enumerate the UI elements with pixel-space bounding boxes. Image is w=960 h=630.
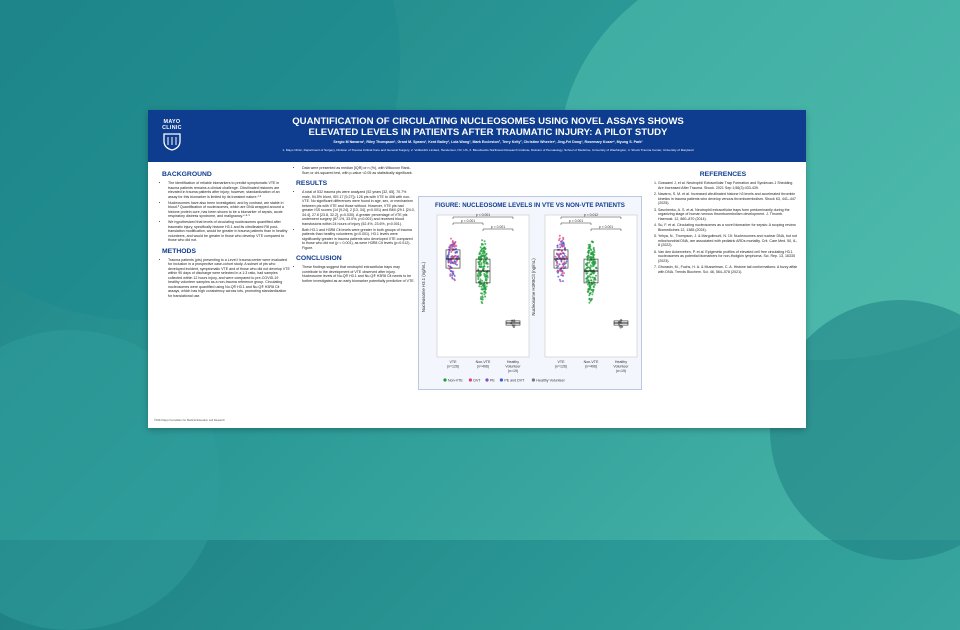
- data-point: [452, 240, 454, 242]
- data-point: [560, 241, 562, 243]
- data-point: [587, 255, 589, 257]
- data-point: [592, 291, 594, 293]
- category-label: Non-VTE: [475, 360, 491, 364]
- p-value-label: p < 0.001: [598, 225, 614, 229]
- data-point: [483, 261, 485, 263]
- data-point: [588, 294, 590, 296]
- shield-icon: [162, 133, 182, 151]
- results-heading: RESULTS: [296, 180, 328, 187]
- data-point: [485, 279, 487, 281]
- data-point: [484, 290, 486, 292]
- data-point: [481, 243, 483, 245]
- data-point: [477, 269, 479, 271]
- methods-list: [162, 258, 290, 299]
- data-point: [588, 250, 590, 252]
- data-point: [594, 261, 596, 263]
- data-point: [449, 246, 451, 248]
- p-value-label: p = 0.012: [583, 213, 599, 217]
- mayo-clinic-logo: MAYO CLINIC: [156, 119, 188, 156]
- category-label: (n=406): [584, 364, 598, 369]
- data-point: [484, 285, 486, 287]
- data-point: [592, 256, 594, 258]
- data-point: [448, 252, 450, 254]
- legend-label: Healthy Volunteer: [536, 378, 565, 383]
- data-point: [562, 256, 564, 258]
- column-right: [648, 166, 798, 276]
- figure-panel: [418, 196, 642, 390]
- data-point: [481, 280, 483, 282]
- data-point: [586, 278, 588, 280]
- list-item: 1. Goswami J, et al. Neutrophil Extracellular Trap Formation and Syndecan-1 Shedding Are Increased After Trauma. Shock. 2021 Sep 1;56(3):433-439.: [658, 181, 798, 190]
- category-label: Healthy: [614, 360, 628, 364]
- data-point: [589, 282, 591, 284]
- data-point: [562, 280, 564, 282]
- list-item: 5. Yehya, N., Thompson, J. & Margulimurti, N. 15: Nucleosomes and nuclear DNA, but not mitochondrial DNA, are associated with pediatric ARDs mortality. Crit. Care Med. 50, 8–8 (2022).: [658, 234, 798, 248]
- data-point: [587, 258, 589, 260]
- data-point: [590, 256, 592, 258]
- data-point: [562, 275, 564, 277]
- data-point: [555, 256, 557, 258]
- data-point: [590, 252, 592, 254]
- data-point: [479, 266, 481, 268]
- data-point: [484, 240, 486, 242]
- poster-title: QUANTIFICATION OF CIRCULATING NUCLEOSOMES USING NOVEL ASSAYS SHOWS ELEVATED LEVELS IN PATIENTS AFTER TRAUMATIC INJURY: A PILOT STUDY: [292, 116, 684, 138]
- figure-title: FIGURE: NUCLEOSOME LEVELS IN VTE VS NON-VTE PATIENTS: [435, 202, 625, 209]
- data-point: [589, 284, 591, 286]
- data-point: [477, 275, 479, 277]
- data-point: [451, 276, 453, 278]
- list-item: • These findings suggest that neutrophil extracellular traps may contribute to the development of VTE observed after injury. Nucleosome levels of Nu.Q® H3.1 and Nu.Q® H3R8 Cit needs to be further investigated as an early biomarker potentially predictive of VTE.: [302, 265, 416, 283]
- data-point: [450, 262, 452, 264]
- data-point: [454, 260, 456, 262]
- poster-header: [148, 110, 806, 162]
- data-point: [560, 270, 562, 272]
- data-point: [486, 275, 488, 277]
- data-point: [621, 326, 623, 328]
- data-point: [480, 278, 482, 280]
- data-point: [486, 286, 488, 288]
- data-point: [588, 246, 590, 248]
- legend-swatch: [500, 378, 503, 381]
- data-point: [559, 279, 561, 281]
- category-label: VTE: [449, 360, 457, 364]
- category-label: VTE: [557, 360, 565, 364]
- column-left: [162, 166, 290, 300]
- data-point: [562, 238, 564, 240]
- data-point: [451, 274, 453, 276]
- references-list: [648, 181, 798, 274]
- data-point: [566, 256, 568, 258]
- data-point: [589, 298, 591, 300]
- data-point: [483, 268, 485, 270]
- data-point: [587, 275, 589, 277]
- category-label: Healthy: [506, 360, 520, 364]
- data-point: [485, 262, 487, 264]
- list-item: • Nucleosomes have also been investigated, and by contrast, are stable in blood.³ Quantification of nucleosomes, which are DNA wrapped around a histone protein core, has been shown to be a biomarker of sepsis, acute respiratory distress syndrome, and malignancy.⁴·⁵·⁶: [168, 201, 290, 219]
- data-point: [562, 244, 564, 246]
- data-point: [566, 260, 568, 262]
- data-point: [559, 235, 561, 237]
- data-point: [450, 251, 452, 253]
- data-point: [481, 288, 483, 290]
- category-label: (n=19): [615, 369, 627, 373]
- data-point: [449, 275, 451, 277]
- p-value-label: p < 0.001: [568, 219, 584, 223]
- data-point: [595, 275, 597, 277]
- data-point: [589, 274, 591, 276]
- data-point: [479, 263, 481, 265]
- data-point: [478, 281, 480, 283]
- poster-affiliations: 1. Mayo Clinic, Department of Surgery, Division of Trauma Critical Care and General Surgery, 2. VolitionRx Limited, Henderson, NV, US, 3. Bloodworks Northwest Research Institute, Division of Hematology, School of Medicine, University of Washington, 4. Shock Trauma Center, University of Maryland: [282, 148, 694, 152]
- data-point: [557, 245, 559, 247]
- p-value-label: p < 0.001: [460, 219, 476, 223]
- panel1-ylabel: Nucleosome H3.1 (ng/mL): [421, 261, 426, 313]
- background-heading: BACKGROUND: [162, 171, 212, 178]
- p-value-label: p < 0.001: [475, 213, 491, 217]
- data-point: [487, 266, 489, 268]
- data-point: [563, 263, 565, 265]
- data-point: [452, 262, 454, 264]
- data-point: [592, 272, 594, 274]
- data-point: [557, 253, 559, 255]
- data-point: [454, 279, 456, 281]
- figure-plot: [419, 197, 641, 389]
- list-item: 6. Van den Ackerveken, P. et al. Epigenetic profiles of elevated cell free circulating H3.1 nucleosomes as potential biomarkers for non-Hodgkin lymphoma. Sci. Rep. 13, 16335 (2023).: [658, 250, 798, 264]
- data-point: [558, 254, 560, 256]
- data-point: [480, 250, 482, 252]
- data-point: [450, 238, 452, 240]
- list-item: 7. Ghorasin, M., Fuchs, H. A. & Musselman, C. A. Histone tail conformations: A fuzzy affair with DNA. Trends Biochem. Sci. 46, 564–578 (2021).: [658, 265, 798, 274]
- data-point: [481, 293, 483, 295]
- data-point: [484, 296, 486, 298]
- research-poster: [148, 110, 806, 428]
- data-point: [482, 295, 484, 297]
- data-point: [448, 265, 450, 267]
- data-point: [484, 254, 486, 256]
- data-point: [449, 268, 451, 270]
- data-point: [588, 262, 590, 264]
- legend-label: PE and DVT: [504, 378, 525, 383]
- data-point: [590, 279, 592, 281]
- data-point: [484, 256, 486, 258]
- legend-swatch: [443, 378, 446, 381]
- data-point: [561, 272, 563, 274]
- data-point: [485, 260, 487, 262]
- data-point: [561, 252, 563, 254]
- panel2-ylabel: Nucleosome H3R8Cit (ng/mL): [531, 258, 536, 316]
- data-point: [564, 248, 566, 250]
- list-item: • The identification of reliable biomarkers to predict symptomatic VTE in trauma patients remains a clinical challenge. Citrullinated histones are elevated in trauma patients after injury; however, standardization of an assay for this biomarker is limited by its transient nature.¹·²: [168, 181, 290, 199]
- stats-list: [296, 166, 416, 175]
- data-point: [595, 267, 597, 269]
- data-point: [486, 253, 488, 255]
- data-point: [592, 264, 594, 266]
- legend-label: PE: [490, 378, 495, 383]
- data-point: [453, 243, 455, 245]
- data-point: [456, 252, 458, 254]
- data-point: [559, 238, 561, 240]
- category-label: (n=126): [554, 364, 568, 369]
- legend-swatch: [532, 378, 535, 381]
- data-point: [590, 300, 592, 302]
- data-point: [447, 256, 449, 258]
- data-point: [447, 259, 449, 261]
- list-item: 2. Navarro, S. M. et al. Increased citrullinated histone h3 levels and accelerated thrombin kinetics in trauma patients who develop venous thromboembolism. Shock 63, 441–447 (2025).: [658, 192, 798, 206]
- data-point: [559, 246, 561, 248]
- data-point: [455, 255, 457, 257]
- data-point: [451, 270, 453, 272]
- data-point: [478, 258, 480, 260]
- poster-footer: ©2024 Mayo Foundation for Medical Education and Research: [154, 419, 225, 422]
- data-point: [563, 272, 565, 274]
- data-point: [586, 264, 588, 266]
- data-point: [454, 262, 456, 264]
- list-item: • Data were presented as median [IQR] or n (%), with Wilcoxon Rank-Sum or chi-squared test, with p-value <0.05 as statistically significant.: [302, 166, 416, 175]
- data-point: [482, 299, 484, 301]
- data-point: [477, 278, 479, 280]
- data-point: [559, 263, 561, 265]
- legend-label: DVT: [473, 378, 481, 383]
- legend-swatch: [469, 378, 472, 381]
- data-point: [482, 252, 484, 254]
- category-label: (n=126): [446, 364, 460, 369]
- data-point: [586, 280, 588, 282]
- data-point: [562, 242, 564, 244]
- data-point: [586, 267, 588, 269]
- data-point: [480, 264, 482, 266]
- category-label: Volunteer: [505, 364, 521, 369]
- list-item: • A total of 532 trauma pts were analyzed (52 years [32, 65], 70.7% male, 94.5% blunt, ISS 17 [9,27]): 126 pts with VTE to 406 with non-VTE. No significant differences were found in age, sex, or mechanism between pts with VTE and those without. However, VTE pts had greater ISS scores (14 [9,24], 2 [13, 34], p<0.001) and BMI (29.1 [24.0, 34.4], 27.6 [23.8, 32.2], p=0.030). A greater percentage of VTE pts underwent surgery (87.1%, 33.0%, p<0.001) and received blood transfusions within 24 hours of injury (52.4%, 23.6%, p<0.001).: [302, 190, 416, 226]
- list-item: 3. Savchenko, A. S. et al. Neutrophil extracellular traps form predominantly during the organizing stage of human venous thromboembolism development. J. Thromb. Haemost. 12, 860–870 (2014).: [658, 208, 798, 222]
- data-point: [593, 289, 595, 291]
- data-point: [591, 262, 593, 264]
- category-label: Volunteer: [613, 364, 629, 369]
- data-point: [593, 286, 595, 288]
- results-list: [296, 190, 416, 250]
- data-point: [449, 244, 451, 246]
- data-point: [483, 263, 485, 265]
- data-point: [589, 293, 591, 295]
- data-point: [557, 263, 559, 265]
- data-point: [558, 256, 560, 258]
- data-point: [481, 239, 483, 241]
- list-item: 4. Su, F. et al. Circulating nucleosomes as a novel biomarker for sepsis: A scoping review. Biomedicines 12, 1385 (2024).: [658, 223, 798, 232]
- category-label: Non-VTE: [583, 360, 599, 364]
- data-point: [449, 273, 451, 275]
- data-point: [590, 289, 592, 291]
- data-point: [591, 293, 593, 295]
- methods-heading: METHODS: [162, 247, 196, 255]
- column-middle: [296, 166, 416, 285]
- data-point: [482, 285, 484, 287]
- data-point: [481, 301, 483, 303]
- data-point: [482, 255, 484, 257]
- data-point: [587, 290, 589, 292]
- data-point: [478, 285, 480, 287]
- legend-swatch: [485, 378, 488, 381]
- p-value-label: p < 0.001: [490, 225, 506, 229]
- data-point: [557, 276, 559, 278]
- data-point: [484, 275, 486, 277]
- data-point: [484, 247, 486, 249]
- data-point: [589, 267, 591, 269]
- references-heading: REFERENCES: [699, 171, 747, 178]
- data-point: [586, 262, 588, 264]
- data-point: [563, 253, 565, 255]
- conclusion-list: [296, 265, 416, 283]
- data-point: [477, 273, 479, 275]
- data-point: [560, 268, 562, 270]
- data-point: [586, 272, 588, 274]
- data-point: [590, 249, 592, 251]
- data-point: [477, 261, 479, 263]
- data-point: [560, 253, 562, 255]
- data-point: [588, 302, 590, 304]
- data-point: [592, 241, 594, 243]
- data-point: [482, 288, 484, 290]
- data-point: [480, 262, 482, 264]
- data-point: [480, 255, 482, 257]
- conclusion-heading: CONCLUSION: [296, 255, 342, 262]
- data-point: [484, 243, 486, 245]
- data-point: [557, 265, 559, 267]
- data-point: [483, 265, 485, 267]
- data-point: [593, 251, 595, 253]
- category-label: (n=406): [476, 364, 490, 369]
- data-point: [478, 253, 480, 255]
- data-point: [483, 250, 485, 252]
- data-point: [593, 247, 595, 249]
- list-item: • Trauma patients (pts) presenting to a Level I trauma center were evaluated for inclusion in a prospective case-cohort study. A subset of pts who developed incident, symptomatic VTE and of those who did not develop VTE within 90 days of discharge were selected in a 1:3 ratio, had samples collected within 12 hours injury, and were compared to pre-COVID-19 healthy volunteer samples as a non-trauma reference group. Circulating nucleosomes were quantified using Nu.Q® H3.1 and Nu.Q® H3R8 Cit assays, which has high consistency across lots, promoting standardization for translational use.: [168, 258, 290, 299]
- data-point: [457, 255, 459, 257]
- data-point: [593, 277, 595, 279]
- data-point: [560, 260, 562, 262]
- list-item: • We hypothesized that levels of circulating nucleosomes quantified after traumatic injury, specifically histone H3.1 and its citrullinated R8 post-translation modification, would be greater in trauma patients than in healthy volunteers, and would be greater in those who develop VTE compared to those who did not.: [168, 220, 290, 243]
- data-point: [587, 284, 589, 286]
- poster-authors: Sergio M Navarro¹, Riley Thompson¹, Grant M. Spears¹, Kent Bailey¹, Lola Wong¹, Mark Eccleston², Terry Kelly², Christine Wheeler³, Jing-Fei Dong³, Rosemary Kozar⁴, Myung S. Park¹: [333, 140, 643, 144]
- category-label: (n=19): [507, 369, 519, 373]
- background-list: [162, 181, 290, 243]
- legend-label: Non-VTE: [448, 378, 463, 383]
- data-point: [589, 244, 591, 246]
- data-point: [557, 270, 559, 272]
- list-item: • Both H3.1 and H3R8 Cit levels were greater in both groups of trauma patients than healthy volunteers (p<0.001). H3.1 levels were significantly greater in trauma patients who developed VTE compared to those who did not (p < 0.001), as were H3R8 Cit levels (p=0.012). Figure.: [302, 228, 416, 251]
